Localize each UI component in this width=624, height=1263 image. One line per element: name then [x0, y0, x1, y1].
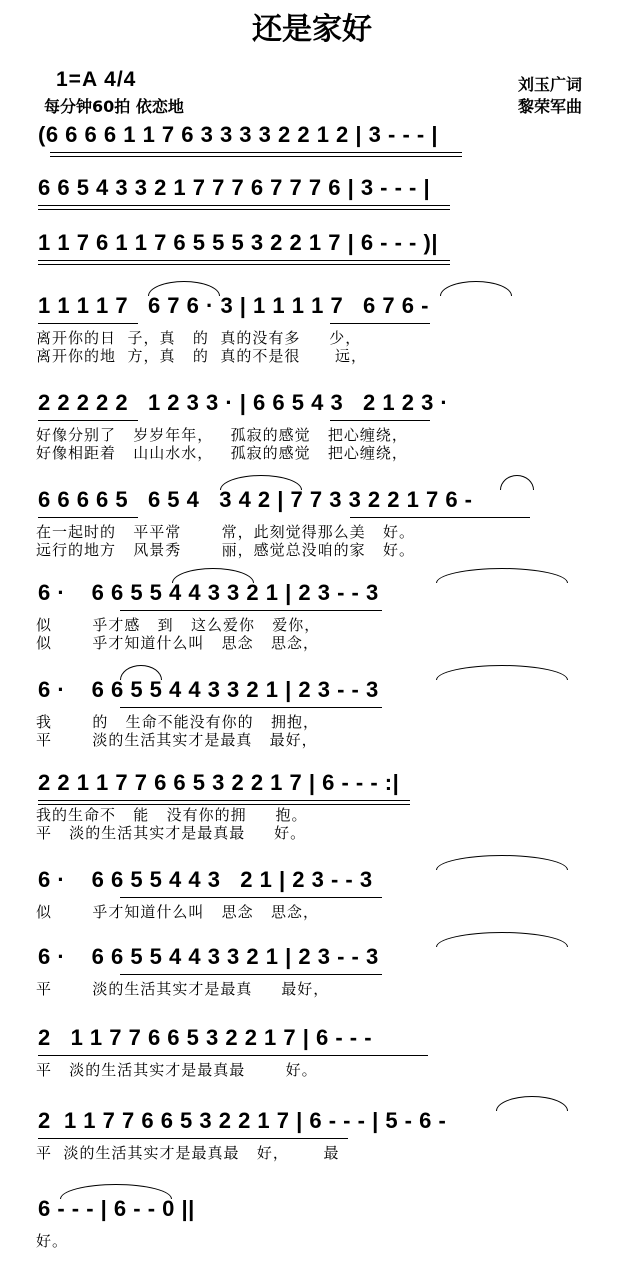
notation-line: 6 6 6 6 5 6 5 4 3 4 2 | 7 7 3 3 2 2 1 7 6 - — [38, 487, 473, 512]
notation-line: 6 - - - | 6 - - 0 || — [38, 1196, 195, 1221]
notation-line: 2 1 1 7 7 6 6 5 3 2 2 1 7 | 6 - - - — [38, 1025, 373, 1050]
lyric-line-2: 离开你的地 方，真 的 真的不是很 远， — [36, 347, 367, 365]
lyric-line-2: 好像相距着 山山水水， 孤寂的感觉 把心缠绕， — [36, 444, 408, 462]
lyric-line-1: 好。 — [36, 1232, 69, 1250]
lyric-line-1: 我 的 生命不能没有你的 拥抱， — [36, 713, 319, 731]
lyric-line-1: 平 淡的生活其实才是最真最 好。 — [36, 1061, 318, 1079]
notation-line: 1 1 7 6 1 1 7 6 5 5 5 3 2 2 1 7 | 6 - - - )| — [38, 230, 438, 255]
notation-line: 2 1 1 7 7 6 6 5 3 2 2 1 7 | 6 - - - | 5 - 6 - — [38, 1108, 447, 1133]
lyric-line-1: 似 乎才知道什么叫 思念 思念， — [36, 903, 319, 921]
lyric-line-2: 平 淡的生活其实才是最真 最好， — [36, 731, 318, 749]
lyric-line-1: 平 淡的生活其实才是最真 最好， — [36, 980, 330, 998]
notation-line: 6 · 6 6 5 5 4 4 3 3 2 1 | 2 3 - - 3 — [38, 677, 379, 702]
lyric-line-1: 在一起时的 平平常 常，此刻觉得那么美 好。 — [36, 523, 415, 541]
lyric-line-2: 远行的地方 风景秀 丽，感觉总没咱的家 好。 — [36, 541, 415, 559]
lyric-line-2: 似 乎才知道什么叫 思念 思念， — [36, 634, 319, 652]
notation-line: 6 6 5 4 3 3 2 1 7 7 7 6 7 7 7 6 | 3 - - - | — [38, 175, 431, 200]
lyric-line-1: 我的生命不 能 没有你的拥 抱。 — [36, 806, 308, 824]
lyric-line-1: 好像分别了 岁岁年年， 孤寂的感觉 把心缠绕， — [36, 426, 408, 444]
key-signature: 1=A 4/4 — [56, 68, 137, 91]
notation-line: (6 6 6 6 1 1 7 6 3 3 3 3 2 2 1 2 | 3 - - - | — [38, 122, 438, 147]
lyricist-credit: 刘玉广词 — [517, 75, 582, 94]
tempo-marking: 每分钟60拍 依恋地 — [44, 97, 184, 116]
lyric-line-1: 离开你的日 子，真 的 真的没有多 少， — [36, 329, 362, 347]
lyric-line-1: 平 淡的生活其实才是最真最 好， 最 — [36, 1144, 340, 1162]
notation-line: 6 · 6 6 5 5 4 4 3 3 2 1 | 2 3 - - 3 — [38, 580, 379, 605]
notation-line: 6 · 6 6 5 5 4 4 3 3 2 1 | 2 3 - - 3 — [38, 944, 379, 969]
notation-line: 2 2 2 2 2 1 2 3 3 · | 6 6 5 4 3 2 1 2 3 · — [38, 390, 449, 415]
lyric-line-2: 平 淡的生活其实才是最真最 好。 — [36, 824, 307, 842]
lyric-line-1: 似 乎才感 到 这么爱你 爱你， — [36, 616, 321, 634]
notation-line: 1 1 1 1 7 6 7 6 · 3 | 1 1 1 1 7 6 7 6 - — [38, 293, 429, 318]
notation-line: 2 2 1 1 7 7 6 6 5 3 2 2 1 7 | 6 - - - :| — [38, 770, 400, 795]
song-title: 还是家好 — [252, 12, 372, 47]
notation-line: 6 · 6 6 5 5 4 4 3 2 1 | 2 3 - - 3 — [38, 867, 373, 892]
composer-credit: 黎荣军曲 — [517, 97, 582, 116]
